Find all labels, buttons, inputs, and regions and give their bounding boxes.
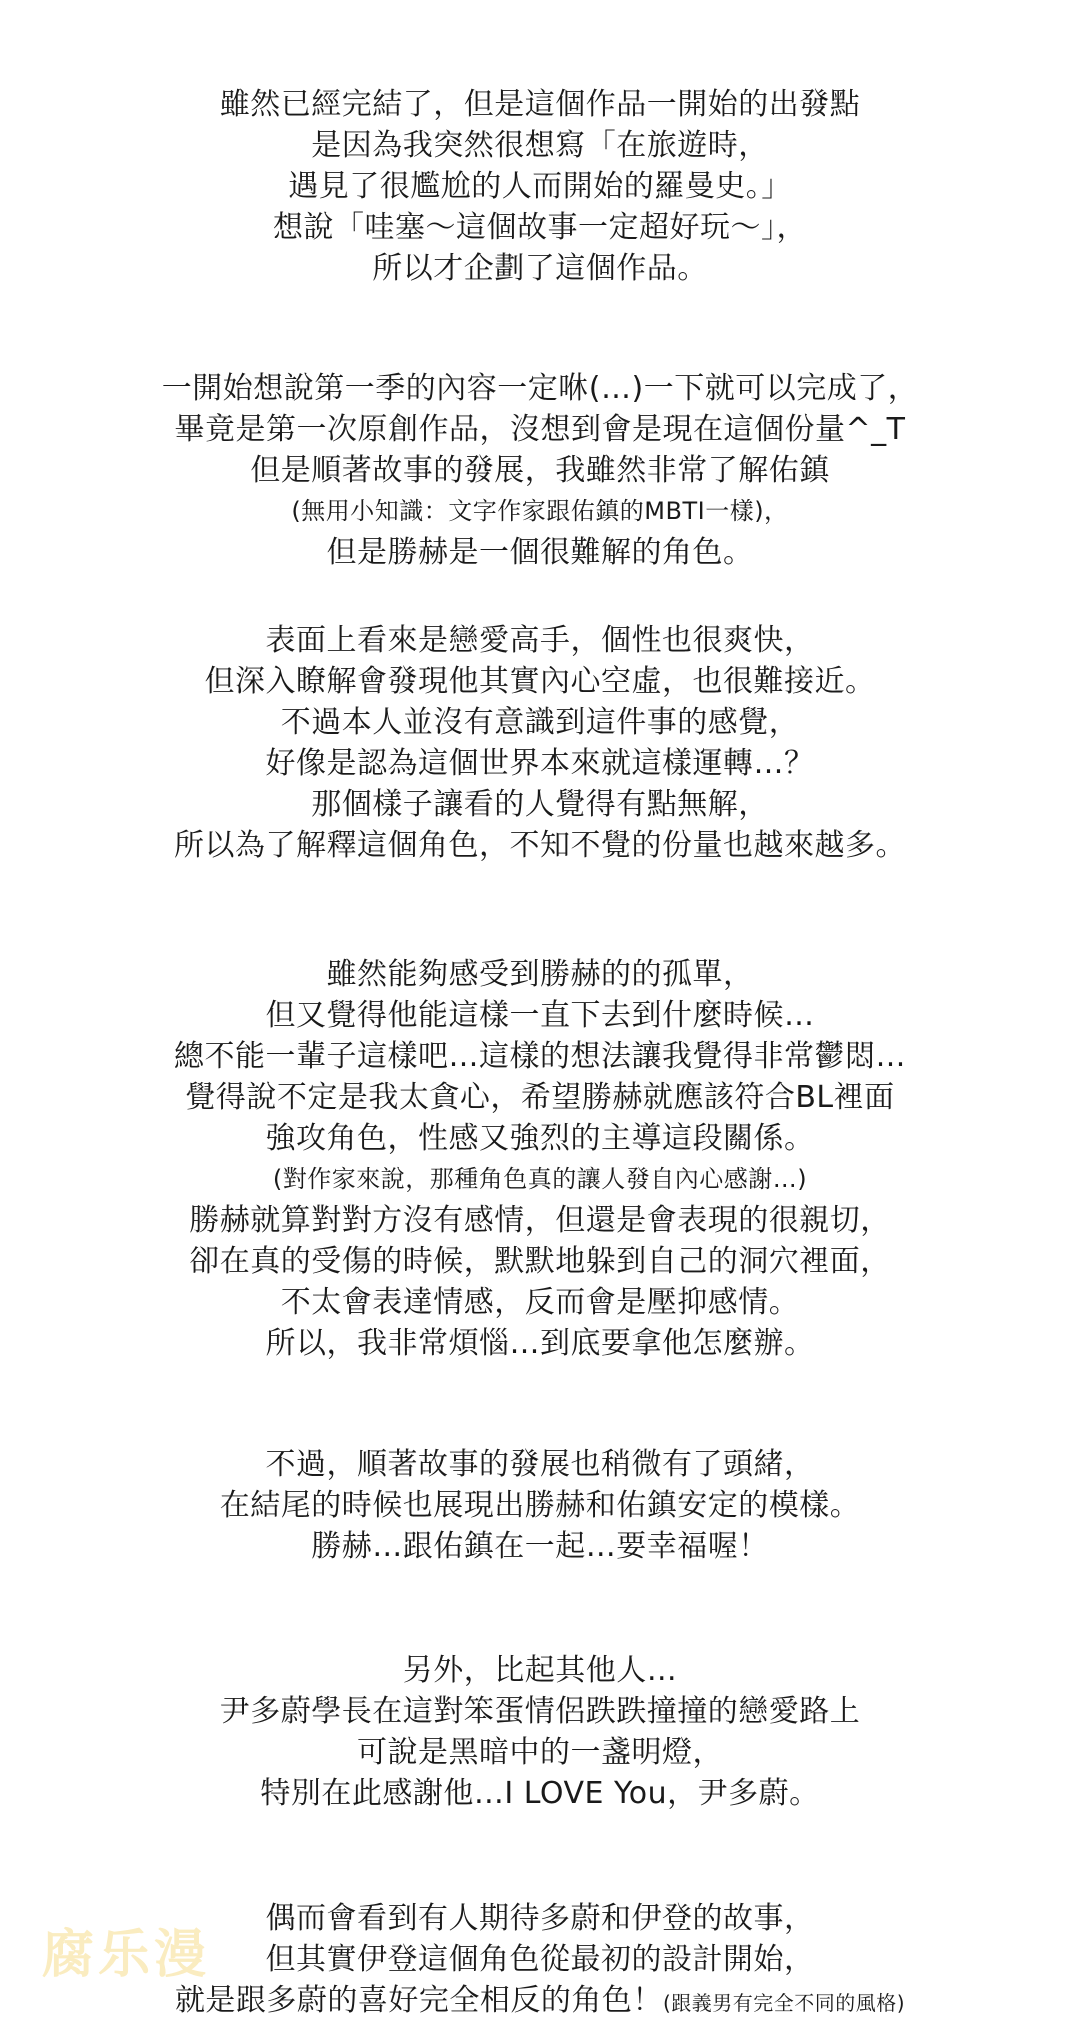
text-line: 但深入瞭解會發現他其實內心空虛，也很難接近。 <box>204 664 876 699</box>
paragraph-3 <box>0 620 1080 866</box>
text-line: 想說「哇塞～這個故事一定超好玩～」， <box>273 210 807 245</box>
text-line: 所以，我非常煩惱…到底要拿他怎麼辦。 <box>265 1326 815 1361</box>
text-line-note: (無用小知識：文字作家跟佑鎮的MBTI一樣)， <box>291 497 789 525</box>
text-line: 不過本人並沒有意識到這件事的感覺， <box>280 705 800 740</box>
text-line: 那個樣子讓看的人覺得有點無解， <box>311 787 769 822</box>
text-line: 但又覺得他能這樣一直下去到什麼時候… <box>265 998 815 1033</box>
text-line: 所以為了解釋這個角色，不知不覺的份量也越來越多。 <box>174 828 906 863</box>
text-line: 勝赫就算對對方沒有感情，但還是會表現的很親切， <box>189 1203 891 1238</box>
paragraph-6 <box>0 1650 1080 1814</box>
text-line-main: 就是跟多蔚的喜好完全相反的角色！ <box>174 1983 663 2018</box>
text-line: 雖然能夠感受到勝赫的的孤單， <box>326 957 754 992</box>
text-line: 但是順著故事的發展，我雖然非常了解佑鎮 <box>250 453 830 488</box>
text-line: 所以才企劃了這個作品。 <box>372 251 708 286</box>
watermark-logo: 腐乐漫 <box>42 1925 211 1985</box>
text-line: 遇見了很尷尬的人而開始的羅曼史。」 <box>288 169 792 204</box>
text-line: 另外，比起其他人… <box>402 1653 678 1688</box>
text-line: 勝赫…跟佑鎮在一起…要幸福喔！ <box>311 1529 769 1564</box>
text-line: 可說是黑暗中的一盞明燈， <box>357 1735 723 1770</box>
text-line: 畢竟是第一次原創作品，沒想到會是現在這個份量^_T <box>174 412 906 447</box>
text-line: 是因為我突然很想寫「在旅遊時， <box>311 128 769 163</box>
text-line: 覺得說不定是我太貪心，希望勝赫就應該符合BL裡面 <box>185 1080 895 1115</box>
text-line-note: (對作家來說，那種角色真的讓人發自內心感謝…) <box>272 1165 808 1193</box>
text-line: 總不能一輩子這樣吧…這樣的想法讓我覺得非常鬱悶… <box>174 1039 906 1074</box>
paragraph-2 <box>0 368 1080 573</box>
text-line: 不太會表達情感，反而會是壓抑感情。 <box>280 1285 800 1320</box>
text-line: 表面上看來是戀愛高手，個性也很爽快， <box>265 623 815 658</box>
text-line: 卻在真的受傷的時候，默默地躲到自己的洞穴裡面， <box>189 1244 891 1279</box>
text-line: 一開始想說第一季的內容一定咻(…)一下就可以完成了， <box>161 371 919 406</box>
paragraph-4 <box>0 954 1080 1364</box>
text-line: 偶而會看到有人期待多蔚和伊登的故事， <box>265 1901 815 1936</box>
paragraph-1 <box>0 84 1080 289</box>
trailing-note: (跟義男有完全不同的風格) <box>662 1991 906 2015</box>
text-line: 強攻角色，性感又強烈的主導這段關係。 <box>265 1121 815 1156</box>
text-line: 好像是認為這個世界本來就這樣運轉…？ <box>265 746 815 781</box>
text-line: 在結尾的時候也展現出勝赫和佑鎮安定的模樣。 <box>219 1488 861 1523</box>
text-line: 特別在此感謝他…I LOVE You，尹多蔚。 <box>260 1776 820 1811</box>
text-line: 但是勝赫是一個很難解的角色。 <box>326 535 754 570</box>
text-line: 尹多蔚學長在這對笨蛋情侶跌跌撞撞的戀愛路上 <box>219 1694 861 1729</box>
text-line: 不過，順著故事的發展也稍微有了頭緒， <box>265 1447 815 1482</box>
text-line: 但其實伊登這個角色從最初的設計開始， <box>265 1942 815 1977</box>
text-line: 雖然已經完結了，但是這個作品一開始的出發點 <box>219 87 861 122</box>
paragraph-5 <box>0 1444 1080 1567</box>
